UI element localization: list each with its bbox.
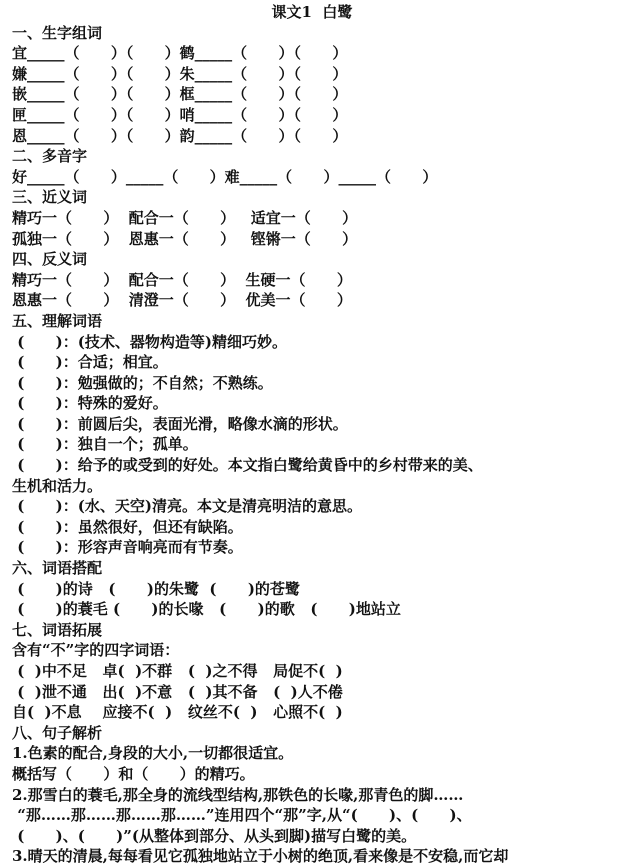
exercise-line: ( )：(技术、器物构造等)精细巧妙。 xyxy=(12,332,287,351)
exercise-line: 精巧一（ ） 配合一（ ） 适宜一（ ） xyxy=(12,208,358,227)
exercise-line: 3.晴天的清晨,每每看见它孤独地站立于小树的绝顶,看来像是不安稳,而它却 xyxy=(12,847,509,866)
exercise-line: ( )：(水、天空)清亮。本文是清亮明洁的意思。 xyxy=(12,497,362,516)
exercise-line: 孤独一（ ） 恩惠一（ ） 铿锵一（ ） xyxy=(12,229,358,248)
section-heading: 六、词语搭配 xyxy=(12,559,103,578)
exercise-line: ( )：前圆后尖，表面光滑，略像水滴的形状。 xyxy=(12,414,348,433)
section-heading: 二、多音字 xyxy=(12,147,88,166)
exercise-line: 嫌_____（ ）（ ）朱_____（ ）（ ） xyxy=(12,64,348,83)
page-title: 课文1 白鹭 xyxy=(271,3,353,21)
section-heading: 三、近义词 xyxy=(12,188,88,207)
section-heading: 五、理解词语 xyxy=(12,311,103,330)
exercise-line: ( )、( )”(从整体到部分、从头到脚)描写白鹭的美。 xyxy=(12,826,417,845)
exercise-line: 嵌_____（ ）（ ）框_____（ ）（ ） xyxy=(12,85,348,104)
exercise-line: ( )中不足 卓( )不群 ( )之不得 局促不( ) xyxy=(12,662,343,680)
exercise-line: ( )：给予的或受到的好处。本文指白鹭给黄昏中的乡村带来的美、 xyxy=(12,456,483,475)
exercise-line: ( )：特殊的爱好。 xyxy=(12,394,168,413)
section-heading: 七、词语拓展 xyxy=(12,620,103,639)
exercise-line: “那……那……那……那……”连用四个“那”字,从“( )、( )、 xyxy=(12,806,472,825)
worksheet xyxy=(12,2,624,867)
exercise-line: 恩惠一（ ） 清澄一（ ） 优美一（ ） xyxy=(12,291,352,310)
exercise-line: ( )泄不通 出( )不意 ( )其不备 ( )人不倦 xyxy=(12,682,343,701)
exercise-line: 宜_____（ ）（ ）鹤_____（ ）（ ） xyxy=(12,44,348,63)
exercise-line: 匣_____（ ）（ ）哨_____（ ）（ ） xyxy=(12,105,348,124)
exercise-line: ( )：合适；相宜。 xyxy=(12,353,168,372)
exercise-line: ( )的蓑毛 ( )的长喙 ( )的歌 ( )地站立 xyxy=(12,600,401,619)
section-heading: 八、句子解析 xyxy=(12,723,103,742)
section-heading: 一、生字组词 xyxy=(12,23,103,42)
exercise-line: 含有“不”字的四字词语： xyxy=(12,641,180,660)
exercise-line: 自( )不息 应接不( ) 纹丝不( ) 心照不( ) xyxy=(12,703,343,722)
exercise-line: 概括写（ ）和（ ）的精巧。 xyxy=(12,764,255,783)
exercise-line: 好_____（ ）_____（ ）难_____（ ）_____（ ） xyxy=(12,167,438,186)
exercise-line: ( )：独自一个；孤单。 xyxy=(12,435,198,454)
exercise-line: ( )：勉强做的；不自然；不熟练。 xyxy=(12,373,273,392)
exercise-line: ( )：形容声音响亮而有节奏。 xyxy=(12,538,243,557)
exercise-line: 2.那雪白的蓑毛,那全身的流线型结构,那铁色的长喙,那青色的脚…… xyxy=(12,785,464,804)
exercise-line: ( )的诗 ( )的朱鹭 ( )的苍鹭 xyxy=(12,579,300,598)
exercise-line: 恩_____（ ）（ ）韵_____（ ）（ ） xyxy=(12,126,348,145)
exercise-line: 生机和活力。 xyxy=(12,476,103,495)
exercise-line: 1.色素的配合,身段的大小,一切都很适宜。 xyxy=(12,744,294,763)
exercise-line: 精巧一（ ） 配合一（ ） 生硬一（ ） xyxy=(12,270,352,289)
section-heading: 四、反义词 xyxy=(12,250,88,269)
exercise-line: ( )：虽然很好，但还有缺陷。 xyxy=(12,517,243,536)
